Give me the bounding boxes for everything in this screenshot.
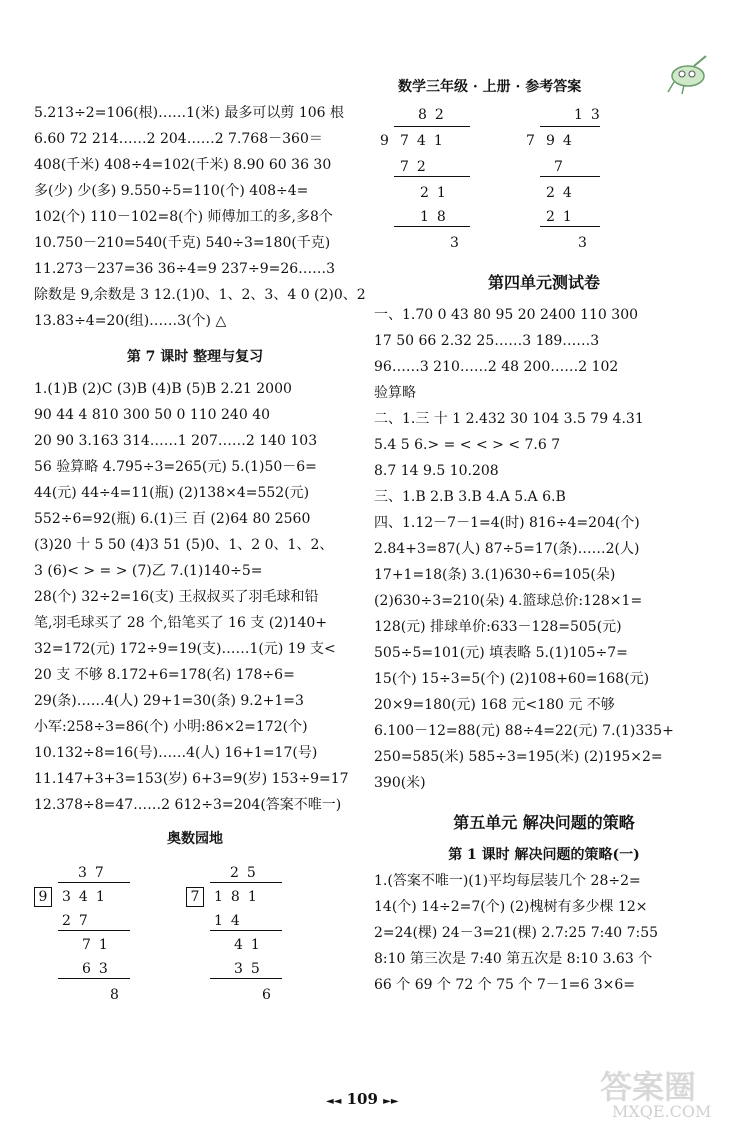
answer-line: 除数是 9,余数是 3 12.(1)0、1、2、3、4 0 (2)0、2 xyxy=(34,287,366,303)
page-header: 数学三年级 · 上册 · 参考答案 xyxy=(398,79,582,95)
unit-5-title: 第五单元 解决问题的策略 xyxy=(453,813,635,832)
dividend xyxy=(62,884,113,910)
unit-5-answers xyxy=(374,868,714,998)
olympiad-title: 奥数园地 xyxy=(167,831,223,847)
divisor xyxy=(186,884,205,910)
digits: 94 xyxy=(546,133,580,149)
answer-line: (3)20 十 5 50 (4)3 51 (5)0、1、2 0、1、2、 xyxy=(34,537,334,553)
page-footer xyxy=(326,1090,399,1108)
right-column xyxy=(374,100,714,998)
division-bar xyxy=(540,126,600,127)
digits: 341 xyxy=(62,889,113,905)
digits: 71 xyxy=(82,937,116,953)
answer-line: 13.83÷4=20(组)……3(个) △ xyxy=(34,313,227,329)
answer-line: 20 90 3.163 314……1 207……2 140 103 xyxy=(34,433,318,449)
answer-line: 1.(1)B (2)C (3)B (4)B (5)B 2.21 2000 xyxy=(34,381,292,397)
digits: 18 xyxy=(420,209,454,225)
digits: 27 xyxy=(62,913,96,929)
quotient xyxy=(574,102,608,128)
answer-line: 29(条)……4(人) 29+1=30(条) 9.2+1=3 xyxy=(34,693,304,709)
digit-box: 7 xyxy=(186,887,204,907)
divisor: 7 xyxy=(526,133,535,149)
olympiad-divisions xyxy=(34,858,356,1008)
answer-line: 8:10 第三次是 7:40 第五次是 8:10 3.63 个 xyxy=(374,951,653,967)
digits: 25 xyxy=(230,865,264,881)
answer-line: 66 个 69 个 72 个 75 个 7－1=6 3×6= xyxy=(374,977,636,993)
answer-line: 2=24(棵) 24－3=21(棵) 2.7:25 7:40 7:55 xyxy=(374,925,659,941)
answer-line: 二、1.三 十 1 2.432 30 104 3.5 79 4.31 xyxy=(374,411,644,427)
answer-line: 6.60 72 214……2 204……2 7.768－360＝ xyxy=(34,131,323,147)
partial-2 xyxy=(546,180,580,206)
division-bar xyxy=(210,882,282,883)
digits: 21 xyxy=(420,185,454,201)
rule-line xyxy=(210,930,282,931)
watermark-url: MXQE.COM xyxy=(612,1102,712,1121)
partial-2 xyxy=(82,932,116,958)
answer-line: 2.84+3=87(人) 87÷5=17(条)……2(人) xyxy=(374,541,640,557)
answer-line: 15(个) 15÷3=5(个) (2)108+60=168(元) xyxy=(374,671,650,687)
answer-line: 8.7 14 9.5 10.208 xyxy=(374,463,499,479)
partial-1: 7 xyxy=(554,159,563,175)
rule-line xyxy=(58,978,130,979)
answer-line: 一、1.70 0 43 80 95 20 2400 110 300 xyxy=(374,307,639,323)
digits: 21 xyxy=(546,209,580,225)
answer-line: 笔,羽毛球买了 28 个,铅笔买了 16 支 (2)140+ xyxy=(34,615,328,631)
answer-line: 552÷6=92(瓶) 6.(1)三 百 (2)64 80 2560 xyxy=(34,511,311,527)
digits: 63 xyxy=(82,961,116,977)
answer-line: 3 (6)< > = > (7)乙 7.(1)140÷5= xyxy=(34,563,263,579)
digits: 82 xyxy=(418,107,452,123)
answer-line: 1.(答案不唯一)(1)平均每层装几个 28÷2= xyxy=(374,873,641,889)
page-number: 109 xyxy=(346,1090,378,1108)
digits: 37 xyxy=(78,865,112,881)
answer-line: 56 验算略 4.795÷3=265(元) 5.(1)50－6= xyxy=(34,459,317,475)
answer-line: 10.750－210=540(千克) 540÷3=180(千克) xyxy=(34,235,331,251)
insect-logo-icon xyxy=(664,52,714,96)
answer-line: 验算略 xyxy=(374,385,416,401)
dividend xyxy=(400,128,451,154)
digits: 181 xyxy=(214,889,265,905)
answer-line: 14(个) 14÷2=7(个) (2)槐树有多少棵 12× xyxy=(374,899,648,915)
answer-line: 12.378÷8=47……2 612÷3=204(答案不唯一) xyxy=(34,797,342,813)
answer-line: 505÷5=101(元) 填表略 5.(1)105÷7= xyxy=(374,645,628,661)
answers-section-b xyxy=(34,376,356,818)
answer-line: 128(元) 排球单价:633－128=505(元) xyxy=(374,619,622,635)
rule-line xyxy=(394,226,470,227)
digit-box: 9 xyxy=(34,887,52,907)
division-examples xyxy=(374,100,714,260)
answer-line: 250=585(米) 585÷3=195(米) (2)195×2= xyxy=(374,749,663,765)
digits: 13 xyxy=(574,107,608,123)
remainder: 6 xyxy=(262,987,271,1003)
answer-line: 小军:258÷3=86(个) 小明:86×2=172(个) xyxy=(34,719,308,735)
answer-line: 三、1.B 2.B 3.B 4.A 5.A 6.B xyxy=(374,489,566,505)
answer-line: 多(少) 少(多) 9.550÷5=110(个) 408÷4= xyxy=(34,183,309,199)
lesson-7-title: 第 7 课时 整理与复习 xyxy=(126,349,264,365)
rule-line xyxy=(540,176,600,177)
answer-line: 5.4 5 6.> = < < > < 7.6 7 xyxy=(374,437,561,453)
watermark: 答案圈 xyxy=(600,1068,697,1106)
digits: 24 xyxy=(546,185,580,201)
answer-line: 32=172(元) 172÷9=19(支)……1(元) 19 支< xyxy=(34,641,336,657)
digits: 72 xyxy=(400,159,434,175)
divisor-box xyxy=(34,884,53,910)
next-arrows-icon: ►► xyxy=(383,1096,399,1107)
answer-line: 390(米) xyxy=(374,775,426,791)
answer-line: 90 44 4 810 300 50 0 110 240 40 xyxy=(34,407,271,423)
digits: 14 xyxy=(214,913,248,929)
rule-line xyxy=(394,176,470,177)
divisor: 9 xyxy=(380,133,389,149)
unit-5-lesson-1-title: 第 1 课时 解决问题的策略(一) xyxy=(448,847,640,863)
answers-section-a xyxy=(34,100,366,334)
division-bar xyxy=(394,126,470,127)
answer-line: 20 支 不够 8.172+6=178(名) 178÷6= xyxy=(34,667,295,683)
left-column xyxy=(34,100,366,1008)
answer-line: 17+1=18(条) 3.(1)630÷6=105(朵) xyxy=(374,567,616,583)
partial-2 xyxy=(420,180,454,206)
answer-line: 6.100－12=88(元) 88÷4=22(元) 7.(1)335+ xyxy=(374,723,674,739)
answer-line: 17 50 66 2.32 25……3 189……3 xyxy=(374,333,600,349)
division-bar xyxy=(58,882,130,883)
remainder: 3 xyxy=(578,235,587,251)
digits: 35 xyxy=(234,961,268,977)
digits: 41 xyxy=(234,937,268,953)
remainder: 8 xyxy=(110,987,119,1003)
answer-line: 11.273－237=36 36÷4=9 237÷9=26……3 xyxy=(34,261,336,277)
remainder: 3 xyxy=(450,235,459,251)
answer-line: 408(千米) 408÷4=102(千米) 8.90 60 36 30 xyxy=(34,157,332,173)
answer-line: 102(个) 110－102=8(个) 师傅加工的多,多8个 xyxy=(34,209,333,225)
answer-line: (2)630÷3=210(朵) 4.篮球总价:128×1= xyxy=(374,593,643,609)
answer-line: 11.147+3+3=153(岁) 6+3=9(岁) 153÷9=17 xyxy=(34,771,349,787)
answer-line: 96……3 210……2 48 200……2 102 xyxy=(374,359,619,375)
rule-line xyxy=(540,226,600,227)
partial-2 xyxy=(234,932,268,958)
answer-line: 10.132÷8=16(号)……4(人) 16+1=17(号) xyxy=(34,745,318,761)
dividend xyxy=(546,128,580,154)
unit-4-test-title: 第四单元测试卷 xyxy=(487,273,600,292)
answer-line: 20×9=180(元) 168 元<180 元 不够 xyxy=(374,697,615,713)
answer-line: 44(元) 44÷4=11(瓶) (2)138×4=552(元) xyxy=(34,485,310,501)
answer-line: 5.213÷2=106(根)……1(米) 最多可以剪 106 根 xyxy=(34,105,344,121)
prev-arrows-icon: ◄◄ xyxy=(326,1096,342,1107)
dividend xyxy=(214,884,265,910)
unit-4-answers xyxy=(374,302,714,796)
answer-line: 四、1.12－7－1=4(时) 816÷4=204(个) xyxy=(374,515,640,531)
rule-line xyxy=(210,978,282,979)
digits: 741 xyxy=(400,133,451,149)
quotient xyxy=(418,102,452,128)
answer-line: 28(个) 32÷2=16(支) 王叔叔买了羽毛球和铅 xyxy=(34,589,319,605)
rule-line xyxy=(58,930,130,931)
